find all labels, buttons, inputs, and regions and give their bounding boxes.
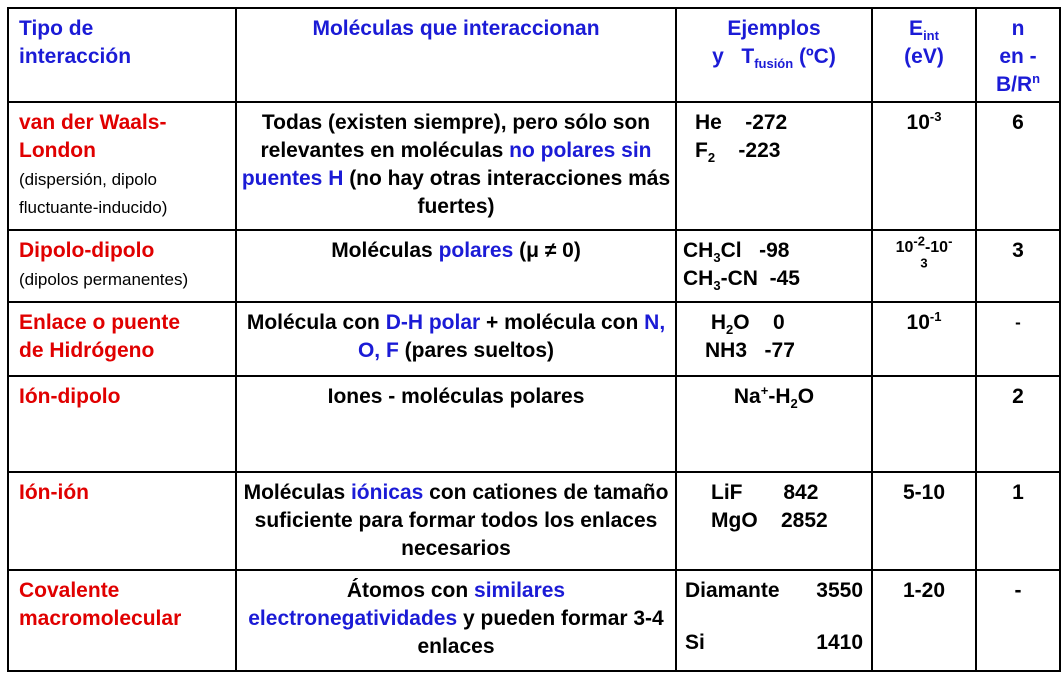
moleculas-cell: Moléculas polares (μ ≠ 0) [236, 230, 676, 302]
table-row [8, 570, 1060, 671]
n-cell: 1 [976, 472, 1060, 570]
n-cell: - [976, 302, 1060, 376]
header-moleculas: Moléculas que interaccionan [236, 8, 676, 102]
ejemplos-cell: $CH_3Cl$ -98 $CH_3-CN$ -45 [676, 230, 872, 302]
ejemplos-cell: He -272 $F_2$ -223 [676, 102, 872, 230]
n-cell: 2 [976, 376, 1060, 472]
interaction-table [7, 7, 1061, 672]
table-row [8, 102, 1060, 230]
tipo-cell: Ión-dipolo [8, 376, 236, 472]
moleculas-cell: Iones - moléculas polares [236, 376, 676, 472]
ejemplos-cell: LiF 842 MgO 2852 [676, 472, 872, 570]
header-n: n en - $B/R^n$ [976, 8, 1060, 102]
header-tipo: Tipo de interacción [8, 8, 236, 102]
eint-cell: 5-10 [872, 472, 976, 570]
tipo-cell: Ión-ión [8, 472, 236, 570]
eint-cell: $10^{-1}$ [872, 302, 976, 376]
moleculas-cell: Molécula con D-H polar + molécula con N, O, F (pares sueltos) [236, 302, 676, 376]
table-row [8, 230, 1060, 302]
tipo-cell: Dipolo-dipolo (dipolos permanentes) [8, 230, 236, 302]
ejemplos-cell: Diamante 3550 Si 1410 [676, 570, 872, 671]
table-row [8, 302, 1060, 376]
eint-cell: $10^{-2}-10^-$ $^3$ [872, 230, 976, 302]
eint-cell [872, 376, 976, 472]
table-row [8, 472, 1060, 570]
n-cell: 3 [976, 230, 1060, 302]
n-cell: - [976, 570, 1060, 671]
eint-cell: $10^{-3}$ [872, 102, 976, 230]
moleculas-cell: Átomos con similares electronegatividades y pueden formar 3-4 enlaces [236, 570, 676, 671]
table-row [8, 376, 1060, 472]
tipo-cell: van der Waals- London (dispersión, dipolo fluctuante-inducido) [8, 102, 236, 230]
moleculas-cell: Moléculas iónicas con cationes de tamaño suficiente para formar todos los enlaces necesarios [236, 472, 676, 570]
ejemplos-cell: $H_2O$ 0 NH3 -77 [676, 302, 872, 376]
header-eint: $E_{int}$ (eV) [872, 8, 976, 102]
moleculas-cell: Todas (existen siempre), pero sólo son relevantes en moléculas no polares sin puentes H (no hay otras interacciones más fuertes) [236, 102, 676, 230]
tipo-cell: Covalente macromolecular [8, 570, 236, 671]
header-ejemplos: Ejemplos y $T_{fusión}$ (ºC) [676, 8, 872, 102]
eint-cell: 1-20 [872, 570, 976, 671]
ejemplos-cell: $Na^+-H_2O$ [676, 376, 872, 472]
header-row [8, 8, 1060, 102]
tipo-cell: Enlace o puente de Hidrógeno [8, 302, 236, 376]
n-cell: 6 [976, 102, 1060, 230]
